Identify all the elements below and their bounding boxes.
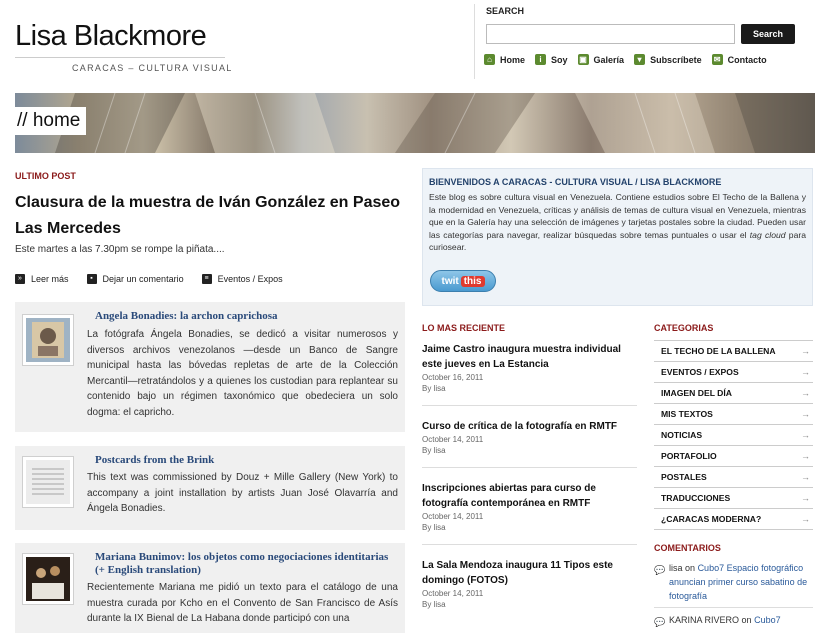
featured-title[interactable]: Mariana Bunimov: los objetos como negociaciones identitarias (+ English translation): [95, 551, 389, 576]
arrow-right-icon: →: [801, 451, 810, 461]
comment-on: on: [741, 615, 752, 625]
divider: [422, 467, 637, 468]
comment-on: on: [685, 563, 696, 573]
featured-item: [15, 543, 405, 633]
arrow-right-icon: →: [801, 367, 810, 377]
arrow-right-icon: →: [801, 472, 810, 482]
gallery-icon: ▣: [579, 55, 587, 64]
recent-date: October 14, 2011: [422, 589, 484, 598]
category-item[interactable]: [654, 446, 813, 467]
category-item[interactable]: [654, 467, 813, 488]
nav-soy[interactable]: [535, 54, 568, 65]
recent-title[interactable]: Inscripciones abiertas para curso de fotografía contemporánea en RMTF: [422, 483, 596, 509]
top-navigation: [484, 54, 777, 65]
featured-thumbnail[interactable]: [22, 553, 74, 605]
site-tagline: CARACAS – CULTURA VISUAL: [72, 63, 233, 73]
recent-item: [422, 342, 637, 393]
category-link[interactable]: [202, 274, 283, 284]
header-divider: [474, 4, 475, 79]
categories-heading: CATEGORIAS: [654, 323, 714, 333]
thumbnail-image: [26, 460, 70, 504]
recent-author: By lisa: [422, 384, 446, 393]
recent-date: October 14, 2011: [422, 435, 484, 444]
category-label: Eventos / Expos: [217, 274, 283, 284]
arrow-right-icon: »: [15, 274, 25, 284]
featured-body: This text was commissioned by Douz + Mille Gallery (New York) to accompany a joint installation by artists Juan José Olavarría and Ángela Bonadies.: [87, 472, 398, 514]
categories-list: [654, 340, 813, 530]
recent-date: October 14, 2011: [422, 512, 484, 521]
recent-title[interactable]: Curso de crítica de la fotografía en RMTF: [422, 421, 618, 432]
nav-soy-label: Soy: [551, 54, 568, 65]
recent-author: By lisa: [422, 446, 446, 455]
nav-home-label: Home: [500, 54, 526, 65]
thumbnail-image: [26, 557, 70, 601]
comment-item: [654, 561, 814, 603]
featured-item: [15, 302, 405, 432]
thumbnail-image: [26, 318, 70, 362]
recent-date: October 16, 2011: [422, 373, 484, 382]
recent-item: [422, 481, 637, 532]
arrow-right-icon: →: [801, 346, 810, 356]
category-item[interactable]: [654, 341, 813, 362]
category-label: EL TECHO DE LA BALLENA: [661, 346, 776, 356]
leave-comment-link[interactable]: [87, 274, 184, 284]
recent-title[interactable]: Jaime Castro inaugura muestra individual este jueves en La Estancia: [422, 344, 621, 370]
banner-collage-image: [15, 93, 815, 153]
nav-subscribe-label: Subscríbete: [650, 54, 702, 65]
welcome-text-main: Este blog es sobre cultura visual en Venezuela. Contiene estudios sobre El Techo de la Ballena y la modernidad en Venezuela, críticas y análisis de temas de cultura visual en Venezuela, mientras que en la Galería hay una selección de imágenes y tarjetas postales sobre la ciudad. Pueden usar las categorías para navegar, realizar búsquedas sobre temas puntuales o usar el: [429, 192, 806, 240]
featured-item: [15, 446, 405, 530]
page-title: // home: [15, 107, 86, 135]
leave-comment-label: Dejar un comentario: [102, 274, 184, 284]
arrow-right-icon: →: [801, 430, 810, 440]
search-label: SEARCH: [486, 6, 525, 16]
latest-post-excerpt: Este martes a las 7.30pm se rompe la piñata....: [15, 244, 225, 255]
category-label: POSTALES: [661, 472, 707, 482]
site-title[interactable]: Lisa Blackmore: [15, 20, 207, 52]
comment-author: KARINA RIVERO: [669, 615, 740, 625]
featured-body: La fotógrafa Ángela Bonadies, se dedicó a visitar numerosos y diversos archivos venezolanos —desde un Banco de Sangre municipal hasta las bóvedas repletas de arte de la Colección Mercantil—retratándolos y a quienes los custodian para replantear su contenido bajo un régimen taxonómico que obedeciera un solo dogma: el capricho.: [87, 329, 398, 418]
nav-home[interactable]: [484, 54, 525, 65]
twitthis-button[interactable]: [430, 270, 496, 292]
welcome-text-end: para curiosear.: [429, 229, 806, 253]
category-item[interactable]: [654, 383, 813, 404]
category-label: PORTAFOLIO: [661, 451, 717, 461]
recent-heading: LO MAS RECIENTE: [422, 323, 506, 333]
divider: [654, 607, 813, 608]
post-actions: [15, 274, 301, 284]
welcome-title: BIENVENIDOS A CARACAS - CULTURA VISUAL / LISA BLACKMORE: [429, 177, 722, 187]
header-banner: [15, 93, 815, 153]
category-item[interactable]: [654, 509, 813, 530]
latest-post-title[interactable]: Clausura de la muestra de Iván González en Paseo Las Mercedes: [15, 194, 401, 237]
recent-author: By lisa: [422, 523, 446, 532]
nav-contacto[interactable]: [712, 54, 767, 65]
category-item[interactable]: [654, 404, 813, 425]
read-more-link[interactable]: [15, 274, 69, 284]
featured-thumbnail[interactable]: [22, 456, 74, 508]
category-label: ¿CARACAS MODERNA?: [661, 514, 762, 524]
nav-contacto-label: Contacto: [727, 54, 767, 65]
nav-subscribe[interactable]: [634, 54, 702, 65]
this-label: this: [461, 276, 485, 287]
arrow-right-icon: →: [801, 409, 810, 419]
category-item[interactable]: [654, 425, 813, 446]
title-divider: [15, 57, 225, 58]
nav-galeria-label: Galería: [593, 54, 625, 65]
comments-heading: COMENTARIOS: [654, 543, 721, 553]
recent-item: [422, 419, 637, 455]
recent-item: [422, 558, 637, 609]
featured-title[interactable]: Postcards from the Brink: [95, 454, 215, 466]
category-label: MIS TEXTOS: [661, 409, 713, 419]
home-icon: ⌂: [484, 54, 495, 65]
category-item[interactable]: [654, 488, 813, 509]
category-item[interactable]: [654, 362, 813, 383]
comment-post-link[interactable]: Cubo7 Espacio fotográfico anuncian primer curso sabatino de fotografía: [669, 563, 808, 601]
subscribe-icon: ▾: [634, 54, 645, 65]
category-label: NOTICIAS: [661, 430, 703, 440]
read-more-label: Leer más: [31, 274, 69, 284]
mail-icon: ✉: [712, 54, 723, 65]
comment-icon: 💬: [654, 617, 666, 627]
divider: [422, 544, 637, 545]
search-input[interactable]: [486, 24, 735, 44]
comment-icon: 💬: [654, 565, 666, 575]
comment-post-link[interactable]: Cubo7: [754, 615, 781, 625]
arrow-right-icon: →: [801, 388, 810, 398]
welcome-text: [429, 191, 806, 254]
category-label: EVENTOS / EXPOS: [661, 367, 739, 377]
divider: [422, 405, 637, 406]
recent-title[interactable]: La Sala Mendoza inaugura 11 Tipos este domingo (FOTOS): [422, 560, 613, 586]
twit-label: twit: [441, 275, 459, 287]
category-label: IMAGEN DEL DÍA: [661, 388, 732, 398]
list-icon: ≡: [202, 274, 212, 284]
nav-galeria[interactable]: [578, 54, 625, 65]
search-button[interactable]: Search: [741, 24, 795, 44]
featured-thumbnail[interactable]: [22, 314, 74, 366]
category-label: TRADUCCIONES: [661, 493, 731, 503]
arrow-right-icon: →: [801, 493, 810, 503]
comment-icon: ▪: [87, 274, 97, 284]
featured-title[interactable]: Angela Bonadies: la archon caprichosa: [95, 310, 278, 322]
comment-author: lisa: [669, 563, 683, 573]
info-icon: i: [535, 54, 546, 65]
featured-body: Recientemente Mariana me pidió un texto para el catálogo de una muestra curada por Kcho en el Convento de San Francisco de Asís durante la IX Bienal de La Habana donde participó con una: [87, 582, 398, 624]
latest-post-heading: ULTIMO POST: [15, 171, 76, 181]
welcome-box: [422, 168, 813, 306]
tag-cloud-link[interactable]: tag cloud: [749, 229, 786, 240]
arrow-right-icon: →: [801, 514, 810, 524]
recent-author: By lisa: [422, 600, 446, 609]
